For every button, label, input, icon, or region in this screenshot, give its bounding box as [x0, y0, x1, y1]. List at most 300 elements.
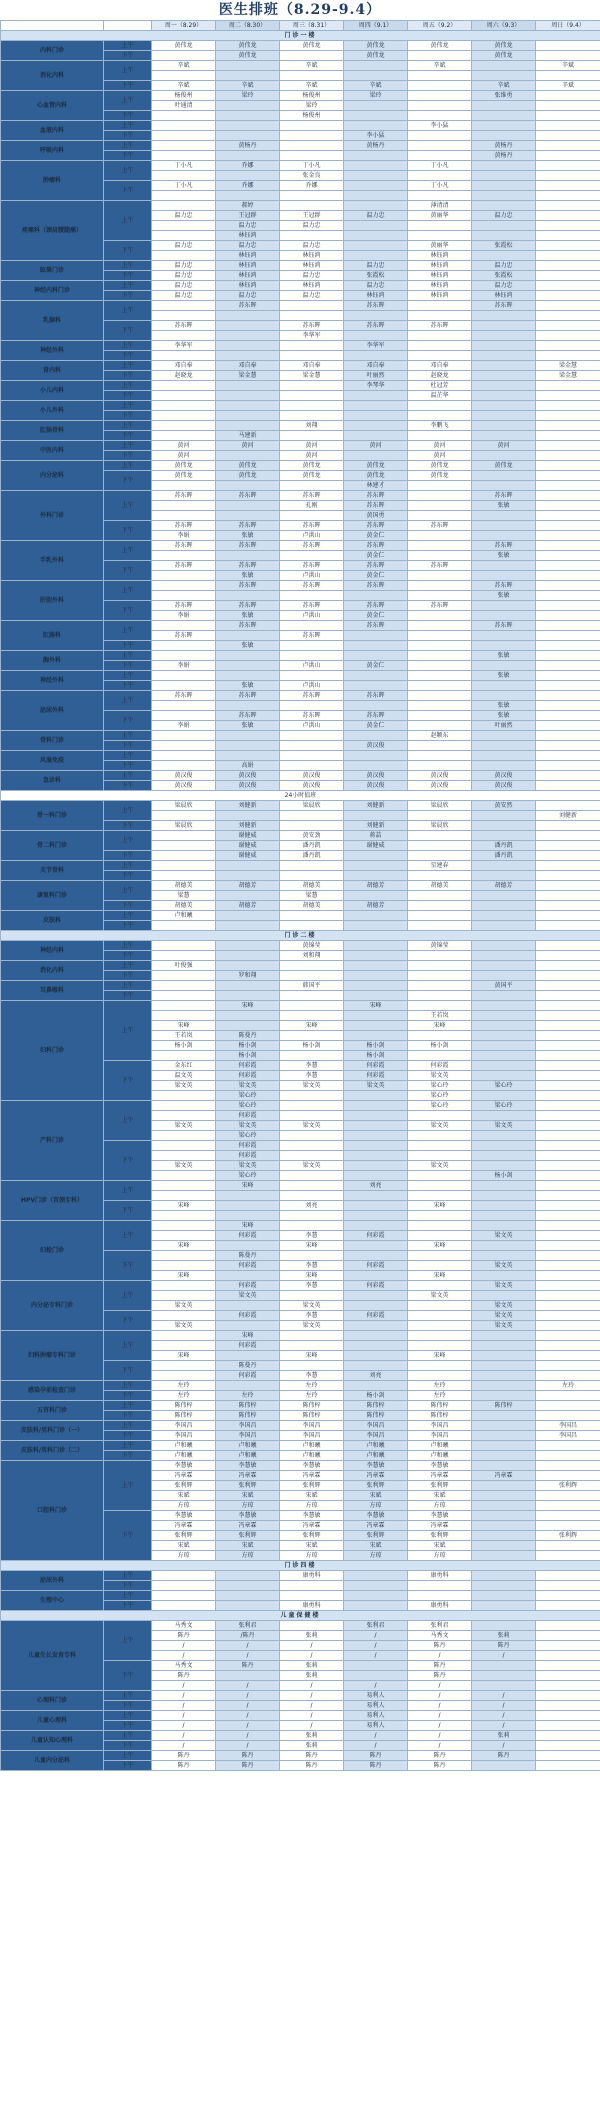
dept-label: 关节骨科 [1, 861, 104, 881]
slot-label: 上午 [104, 941, 152, 951]
slot-label: 下午 [104, 1741, 152, 1751]
doctor-cell: 左玲 [280, 1381, 344, 1391]
doctor-cell: / [152, 1701, 216, 1711]
doctor-cell: 梁晨欣 [152, 821, 216, 831]
doctor-cell: 方琼 [408, 1501, 472, 1511]
doctor-cell [408, 1581, 472, 1591]
doctor-cell [472, 251, 536, 261]
slot-label: 下午 [104, 561, 152, 581]
dept-label: 内分泌专科门诊 [1, 1281, 104, 1331]
doctor-cell [472, 411, 536, 421]
doctor-cell: / [344, 1651, 408, 1661]
table-row [1, 581, 600, 591]
doctor-cell: 李国昌 [152, 1421, 216, 1431]
doctor-cell [472, 1421, 536, 1431]
dept-label: 眩晕门诊 [1, 261, 104, 281]
doctor-cell: 苏东晖 [216, 521, 280, 531]
doctor-cell: 梁玲 [216, 91, 280, 101]
doctor-cell: 黄汉俊 [216, 781, 280, 791]
doctor-cell [152, 1211, 216, 1221]
doctor-cell: 冯章霖 [152, 1471, 216, 1481]
doctor-cell: 梁文英 [280, 1081, 344, 1091]
doctor-cell: 宋峰 [216, 1331, 280, 1341]
doctor-cell: 李国昌 [408, 1431, 472, 1441]
doctor-cell: 星建春 [408, 861, 472, 871]
slot-label: 上午 [104, 1281, 152, 1311]
doctor-cell: / [216, 1731, 280, 1741]
doctor-cell [472, 1541, 536, 1551]
doctor-cell [536, 41, 600, 51]
doctor-cell: 温力忠 [472, 281, 536, 291]
doctor-cell [472, 1071, 536, 1081]
doctor-cell: 罗和翔 [216, 971, 280, 981]
doctor-cell: / [408, 1721, 472, 1731]
doctor-cell [280, 811, 344, 821]
doctor-cell [472, 1391, 536, 1401]
doctor-cell [152, 411, 216, 421]
doctor-cell: 卢和曦 [408, 1441, 472, 1451]
doctor-cell: 林钰鸿 [280, 281, 344, 291]
doctor-cell [152, 871, 216, 881]
doctor-cell: 何彩霞 [408, 1061, 472, 1071]
doctor-cell: 张利辉 [536, 1531, 600, 1541]
doctor-cell: 梁文英 [152, 1081, 216, 1091]
doctor-cell: 何彩霞 [344, 1281, 408, 1291]
doctor-cell [536, 701, 600, 711]
doctor-cell: 卢洪山 [280, 721, 344, 731]
slot-label: 下午 [104, 661, 152, 671]
doctor-cell [216, 731, 280, 741]
doctor-cell [344, 111, 408, 121]
dept-label: 骨科门诊 [1, 731, 104, 751]
slot-label: 下午 [104, 971, 152, 981]
doctor-cell [344, 1671, 408, 1681]
doctor-cell [536, 781, 600, 791]
doctor-cell: / [280, 1701, 344, 1711]
doctor-cell [152, 251, 216, 261]
doctor-cell [152, 131, 216, 141]
doctor-cell [536, 1691, 600, 1701]
doctor-cell: 李慧 [280, 1371, 344, 1381]
doctor-cell: / [344, 1741, 408, 1751]
doctor-cell: 苏东晖 [280, 521, 344, 531]
doctor-cell [344, 181, 408, 191]
doctor-cell [280, 131, 344, 141]
doctor-cell: 丁小凡 [152, 161, 216, 171]
doctor-cell [536, 51, 600, 61]
doctor-cell [152, 1001, 216, 1011]
doctor-cell: 左玲 [408, 1381, 472, 1391]
doctor-cell [344, 871, 408, 881]
doctor-cell [536, 141, 600, 151]
slot-label: 下午 [104, 1411, 152, 1421]
doctor-cell [280, 731, 344, 741]
doctor-cell [280, 1031, 344, 1041]
doctor-cell [472, 571, 536, 581]
doctor-cell [536, 541, 600, 551]
doctor-cell: 辛斌 [152, 61, 216, 71]
doctor-cell [216, 1321, 280, 1331]
doctor-cell: 苏东晖 [472, 301, 536, 311]
doctor-cell [536, 351, 600, 361]
doctor-cell [408, 691, 472, 701]
doctor-cell [536, 891, 600, 901]
doctor-cell: 温力忠 [344, 261, 408, 271]
doctor-cell [472, 811, 536, 821]
doctor-cell [152, 681, 216, 691]
dept-label: 小儿内科 [1, 381, 104, 401]
doctor-cell: 张敏 [472, 501, 536, 511]
doctor-cell: 梁慧 [280, 891, 344, 901]
doctor-cell: / [152, 1731, 216, 1741]
doctor-cell: 黄金仁 [344, 721, 408, 731]
doctor-cell [216, 391, 280, 401]
doctor-cell [408, 431, 472, 441]
doctor-cell [472, 521, 536, 531]
doctor-cell: 李琴华 [344, 381, 408, 391]
doctor-cell: 梁文英 [152, 1161, 216, 1171]
doctor-cell [536, 961, 600, 971]
doctor-cell: 李慧敏 [280, 1511, 344, 1521]
doctor-cell: 梁心玲 [472, 1101, 536, 1111]
doctor-cell [536, 1021, 600, 1031]
doctor-cell: 梁文英 [408, 1161, 472, 1171]
doctor-cell: 陈丹 [216, 1661, 280, 1671]
table-row [1, 301, 600, 311]
doctor-cell: 黄河 [280, 441, 344, 451]
doctor-cell [536, 1261, 600, 1271]
doctor-cell [536, 1631, 600, 1641]
doctor-cell: 刘健新 [216, 821, 280, 831]
doctor-cell [216, 741, 280, 751]
doctor-cell [344, 1291, 408, 1301]
doctor-cell: 杨小剑 [152, 1041, 216, 1051]
slot-label: 下午 [104, 241, 152, 261]
doctor-cell [536, 681, 600, 691]
table-row [1, 1711, 600, 1721]
dept-label: 胸外科 [1, 651, 104, 671]
slot-label: 下午 [104, 1581, 152, 1591]
doctor-cell: 康勇科 [408, 1601, 472, 1611]
doctor-cell [152, 231, 216, 241]
doctor-cell [216, 661, 280, 671]
slot-label: 上午 [104, 461, 152, 471]
dept-label: 乳腺科 [1, 301, 104, 341]
doctor-cell: 陈伟梓 [216, 1401, 280, 1411]
doctor-cell [472, 1621, 536, 1631]
doctor-cell: 陈伟梓 [408, 1401, 472, 1411]
doctor-cell: 张利辉 [344, 1531, 408, 1541]
doctor-cell: 黄伟龙 [152, 461, 216, 471]
doctor-cell: 黄伟龙 [344, 41, 408, 51]
slot-label: 上午 [104, 751, 152, 761]
doctor-cell [472, 1061, 536, 1071]
slot-label: 下午 [104, 521, 152, 541]
slot-label: 上午 [104, 161, 152, 181]
doctor-cell: 黄丽华 [408, 241, 472, 251]
doctor-cell [344, 1321, 408, 1331]
doctor-cell: 张利辉 [344, 1481, 408, 1491]
doctor-cell [408, 661, 472, 671]
doctor-cell [472, 1341, 536, 1351]
doctor-cell [536, 1081, 600, 1091]
doctor-cell [536, 1091, 600, 1101]
doctor-cell [280, 1101, 344, 1111]
doctor-cell [408, 671, 472, 681]
table-row [1, 1591, 600, 1601]
table-row [1, 1461, 600, 1471]
doctor-cell: 杨俊州 [280, 91, 344, 101]
doctor-cell [536, 1311, 600, 1321]
doctor-cell [536, 881, 600, 891]
doctor-cell: 胡德芳 [472, 881, 536, 891]
doctor-cell [472, 1111, 536, 1121]
doctor-cell: 苏东晖 [472, 621, 536, 631]
doctor-cell [216, 891, 280, 901]
slot-label: 上午 [104, 401, 152, 411]
doctor-cell [472, 351, 536, 361]
doctor-cell: 梁文英 [472, 1321, 536, 1331]
slot-label: 上午 [104, 91, 152, 111]
doctor-cell [472, 221, 536, 231]
slot-label: 下午 [104, 761, 152, 771]
header-dept-blank [1, 21, 104, 31]
table-row [1, 361, 600, 371]
slot-label: 下午 [104, 711, 152, 731]
doctor-cell: 宋斌 [408, 1541, 472, 1551]
doctor-cell [536, 991, 600, 1001]
doctor-cell: 何彩霞 [216, 1141, 280, 1151]
doctor-cell [280, 121, 344, 131]
doctor-cell [472, 1371, 536, 1381]
doctor-cell [536, 191, 600, 201]
doctor-cell: 左玲 [152, 1391, 216, 1401]
doctor-cell: 乔娜 [216, 161, 280, 171]
doctor-cell [344, 651, 408, 661]
doctor-cell [536, 1321, 600, 1331]
doctor-cell: 黄汉俊 [408, 781, 472, 791]
doctor-cell [472, 191, 536, 201]
dept-label: 肛肠骨科 [1, 421, 104, 441]
slot-label: 下午 [104, 921, 152, 931]
doctor-cell [536, 771, 600, 781]
doctor-cell [472, 661, 536, 671]
doctor-cell [280, 701, 344, 711]
doctor-cell: 黄河 [472, 441, 536, 451]
doctor-cell [344, 641, 408, 651]
doctor-cell [280, 961, 344, 971]
table-row [1, 261, 600, 271]
doctor-cell [216, 381, 280, 391]
header-day: 周日（9.4） [536, 21, 600, 31]
doctor-cell [472, 1251, 536, 1261]
dept-label: 神经内科门诊 [1, 281, 104, 301]
doctor-cell [536, 1511, 600, 1521]
slot-label: 上午 [104, 141, 152, 151]
slot-label: 下午 [104, 1391, 152, 1401]
doctor-cell [280, 1591, 344, 1601]
doctor-cell [536, 671, 600, 681]
doctor-cell [472, 971, 536, 981]
doctor-cell: 张利君 [344, 1621, 408, 1631]
doctor-cell: 黄河 [216, 441, 280, 451]
doctor-cell: 梁文英 [472, 1121, 536, 1131]
table-row [1, 1731, 600, 1741]
doctor-cell [536, 401, 600, 411]
doctor-cell [152, 141, 216, 151]
doctor-cell [344, 1661, 408, 1671]
doctor-cell [408, 811, 472, 821]
doctor-cell: 冯章霖 [472, 1471, 536, 1481]
doctor-cell [472, 1191, 536, 1201]
doctor-cell [152, 221, 216, 231]
doctor-cell [536, 1351, 600, 1361]
slot-label: 上午 [104, 801, 152, 821]
doctor-cell: 苏东晖 [280, 491, 344, 501]
doctor-cell [536, 1141, 600, 1151]
slot-label: 下午 [104, 641, 152, 651]
doctor-cell: 温力忠 [152, 261, 216, 271]
dept-label: 儿童心理科 [1, 1711, 104, 1731]
doctor-cell [536, 831, 600, 841]
doctor-cell [536, 1621, 600, 1631]
doctor-cell [216, 451, 280, 461]
doctor-cell: 林钰鸿 [216, 261, 280, 271]
doctor-cell: 李国昌 [344, 1431, 408, 1441]
slot-label: 下午 [104, 471, 152, 491]
doctor-cell [472, 371, 536, 381]
doctor-cell [536, 1131, 600, 1141]
doctor-cell: 黄河 [280, 451, 344, 461]
doctor-cell: 陈丹 [344, 1751, 408, 1761]
doctor-cell: 潘丹凯 [280, 841, 344, 851]
doctor-cell [152, 1111, 216, 1121]
doctor-cell [472, 741, 536, 751]
doctor-cell [152, 861, 216, 871]
doctor-cell: 梁慧 [152, 891, 216, 901]
doctor-cell [344, 1271, 408, 1281]
doctor-cell: 苏东晖 [216, 691, 280, 701]
doctor-cell [536, 331, 600, 341]
dept-label: 肛肠科 [1, 621, 104, 651]
doctor-cell: 杨小剑 [344, 1051, 408, 1061]
doctor-cell [216, 1241, 280, 1251]
doctor-cell: 李国昌 [216, 1421, 280, 1431]
doctor-cell [216, 191, 280, 201]
slot-label: 下午 [104, 781, 152, 791]
section-row [1, 1561, 600, 1571]
dept-label: 康复科门诊 [1, 881, 104, 911]
doctor-cell: 宋峰 [408, 1271, 472, 1281]
doctor-cell: / [152, 1691, 216, 1701]
doctor-cell [344, 241, 408, 251]
doctor-cell: 梁文英 [216, 1081, 280, 1091]
doctor-cell: 梁晨欣 [152, 801, 216, 811]
dept-label: 皮肤科 [1, 911, 104, 931]
slot-label: 下午 [104, 1311, 152, 1331]
doctor-cell [472, 1291, 536, 1301]
doctor-cell [408, 871, 472, 881]
doctor-cell: 杨小剑 [344, 1391, 408, 1401]
doctor-cell: 谢健威 [216, 841, 280, 851]
doctor-cell: 乔娜 [280, 181, 344, 191]
doctor-cell [472, 1511, 536, 1521]
slot-label: 下午 [104, 1061, 152, 1101]
doctor-cell: 陈伟梓 [152, 1411, 216, 1421]
doctor-cell [152, 1251, 216, 1261]
doctor-cell [536, 1221, 600, 1231]
doctor-cell: 卢和曦 [152, 1451, 216, 1461]
table-row [1, 981, 600, 991]
doctor-cell [536, 1601, 600, 1611]
doctor-cell: 杨俊州 [280, 111, 344, 121]
doctor-cell [216, 591, 280, 601]
doctor-cell [472, 381, 536, 391]
doctor-cell: 黄金仁 [344, 531, 408, 541]
doctor-cell: 苏东晖 [344, 691, 408, 701]
doctor-cell: 苏东晖 [408, 561, 472, 571]
doctor-cell [472, 1181, 536, 1191]
doctor-cell [472, 561, 536, 571]
doctor-cell: 苏东晖 [216, 561, 280, 571]
doctor-cell [408, 961, 472, 971]
doctor-cell: / [152, 1651, 216, 1661]
doctor-cell: 李国昌 [152, 1431, 216, 1441]
slot-label: 上午 [104, 541, 152, 561]
doctor-cell: 胡德美 [280, 901, 344, 911]
doctor-cell [344, 1211, 408, 1221]
doctor-cell [536, 241, 600, 251]
doctor-cell [472, 991, 536, 1001]
doctor-cell [216, 151, 280, 161]
dept-label: 骨一科门诊 [1, 801, 104, 831]
doctor-cell: 赵晓龙 [408, 371, 472, 381]
doctor-cell: 李国昌 [280, 1431, 344, 1441]
doctor-cell: 易利人 [344, 1691, 408, 1701]
doctor-cell [216, 401, 280, 411]
table-row [1, 671, 600, 681]
doctor-cell [344, 311, 408, 321]
doctor-cell: 苏东晖 [344, 711, 408, 721]
doctor-cell [408, 1331, 472, 1341]
slot-label: 上午 [104, 1751, 152, 1761]
doctor-cell [536, 1741, 600, 1751]
doctor-cell: 李慧 [280, 1261, 344, 1271]
doctor-cell: 黄伟龙 [216, 41, 280, 51]
doctor-cell: 陈丹 [408, 1661, 472, 1671]
doctor-cell: 林钰鸿 [216, 231, 280, 241]
table-row [1, 1421, 600, 1431]
doctor-cell: 张利辉 [280, 1481, 344, 1491]
doctor-cell [344, 1591, 408, 1601]
header-slot-blank [104, 21, 152, 31]
doctor-cell [408, 491, 472, 501]
dept-label: 感染孕前检查门诊 [1, 1381, 104, 1401]
doctor-cell [536, 1231, 600, 1241]
doctor-cell [536, 531, 600, 541]
doctor-cell [408, 1591, 472, 1601]
doctor-cell [536, 1471, 600, 1481]
doctor-cell: 黄伟龙 [280, 461, 344, 471]
doctor-cell [472, 471, 536, 481]
doctor-cell [536, 861, 600, 871]
doctor-cell: 宋峰 [408, 1241, 472, 1251]
doctor-cell [280, 1341, 344, 1351]
doctor-cell: 苏东晖 [152, 521, 216, 531]
doctor-cell: 郝婷 [216, 201, 280, 211]
doctor-cell: 梁文英 [216, 1121, 280, 1131]
doctor-cell: 林钰鸿 [408, 271, 472, 281]
